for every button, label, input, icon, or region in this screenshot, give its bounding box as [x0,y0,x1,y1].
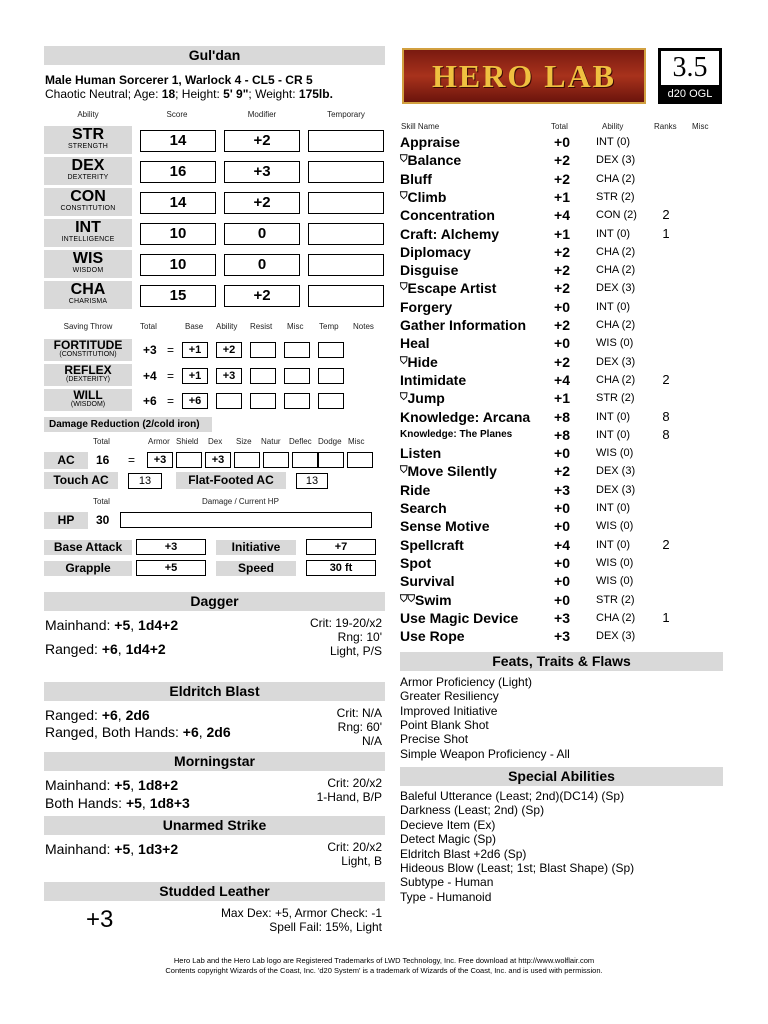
touch-ac: 13 [128,473,162,489]
skill-ability: DEX (3) [596,630,636,643]
skill-name [400,279,496,297]
save-temp [318,368,344,384]
skill-total: +2 [554,170,570,187]
special-ability-item: Detect Magic (Sp) [400,832,497,847]
save-total: +3 [143,343,157,357]
skill-name-text: Search [400,500,447,516]
hp-damage-current [120,512,372,528]
initiative: +7 [306,539,376,555]
skill-ranks: 2 [662,207,670,223]
skill-total: +1 [554,225,570,242]
hp-label: HP [44,512,88,529]
skill-ability: CHA (2) [596,245,636,258]
feat-item: Precise Shot [400,732,469,747]
weapon-title: Eldritch Blast [44,682,385,701]
ability-modifier: 0 [224,223,300,245]
skill-name-text: Spellcraft [400,536,464,553]
special-ability-item: Hideous Blow (Least; 1st; Blast Shape) (Sp) [400,861,635,875]
skill-name [400,133,460,151]
skill-ability: CHA (2) [596,264,636,277]
skill-total: +2 [554,353,570,370]
ability-temp [308,161,384,183]
ability-temp [308,130,384,152]
save-label: REFLEX (DEXTERITY) [44,364,132,386]
skill-name [400,517,489,535]
skill-total: +8 [554,426,570,443]
skill-name-text: Listen [400,445,442,462]
skill-name-text: Use Magic Device [400,609,519,626]
armor-line-1: Max Dex: +5, Armor Check: -1 [220,906,382,920]
save-misc [284,393,310,409]
race-class: Male Human Sorcerer 1, Warlock 4 - CL5 - CR 5 [45,73,313,87]
save-base: +6 [182,393,208,409]
skill-total: +0 [554,445,570,462]
initiative-label: Initiative [216,540,296,555]
base-attack: +3 [136,539,206,555]
skill-total: +0 [554,335,570,352]
logo-text: HERO LAB [431,58,617,94]
flat-footed-ac: 13 [296,473,328,489]
ability-label: CON CONSTITUTION [44,188,132,216]
weapon-attack-line: Mainhand: +5, 1d3+2 [45,841,179,857]
skill-total: +2 [554,317,570,333]
armor-check-shield-icon: ⛉ [400,190,408,202]
footer-line-2: Contents copyright Wizards of the Coast, Inc. 'd20 System' is a trademark of Wizards of the Coast, Inc. and is used with permission. [165,966,603,975]
skill-ability: INT (0) [596,136,631,148]
skill-name-text: Forgery [400,298,453,315]
skill-name-text: Concentration [400,207,495,224]
hero-lab-logo [402,48,646,104]
save-equals: = [167,394,175,408]
skill-ranks: 2 [662,371,670,387]
feat-item: Improved Initiative [400,703,498,718]
skill-ranks: 8 [662,408,670,424]
special-ability-item: Decieve Item (Ex) [400,817,496,832]
special-ability-item: Eldritch Blast +2d6 (Sp) [400,846,527,861]
weapon-title: Dagger [44,592,385,611]
skill-name-text: Hide [407,353,438,370]
skill-name-text: Ride [400,481,431,498]
skill-ability: INT (0) [596,428,631,441]
skill-total: +0 [554,591,570,608]
skill-ability: WIS (0) [596,575,634,588]
weapon-attack-line: Ranged: +6, 2d6 [45,707,150,723]
footer-line-1: Hero Lab and the Hero Lab logo are Registered Trademarks of LWD Technology, Inc. Free download at http://www.wolflair.com [173,956,595,965]
skill-name [400,261,458,279]
armor-check-shield-icon: ⛉ [400,465,408,477]
save-label: WILL (WISDOM) [44,389,132,411]
skill-name-text: Diplomacy [400,243,471,260]
save-base: +1 [182,342,208,358]
skill-name [400,170,432,188]
skill-name [400,225,499,243]
skill-name [400,371,466,389]
skill-name-text: Balance [407,152,462,169]
save-ability: +2 [216,342,242,358]
feat-item: Greater Resiliency [400,689,499,704]
skill-name-text: Use Rope [400,628,465,645]
skill-name [400,627,465,645]
skill-ranks: 8 [662,426,670,442]
armor-title: Studded Leather [44,882,385,901]
skill-total: +2 [554,463,570,480]
ability-header: Ability [77,110,99,119]
ac-label: AC [44,452,88,469]
special-ability-item: Baleful Utterance (Least; 2nd)(DC14) (Sp) [400,789,625,803]
skill-total: +2 [554,243,570,260]
ability-modifier: +2 [224,285,300,307]
skill-total: +1 [554,390,570,407]
flat-footed-ac-label: Flat-Footed AC [176,472,286,489]
skill-total-header: Total [551,122,568,131]
save-resist [250,368,276,384]
save-misc-header: Misc [287,322,304,331]
ac-dex-header: Dex [208,437,223,446]
ac-total-header: Total [93,437,110,446]
ability-label: WIS WISDOM [44,250,132,278]
grapple-label: Grapple [44,561,132,576]
skill-name [400,609,518,627]
save-equals: = [167,343,175,357]
version-badge [658,48,722,104]
ability-label: DEX DEXTERITY [44,157,132,185]
weapon-crit: Crit: 20/x2 [327,776,382,790]
ac-dodge-header: Dodge [318,437,342,446]
skill-ability: INT (0) [596,300,631,313]
weapon-crit: Crit: 19-20/x2 [309,616,382,630]
skill-total: +2 [554,280,570,297]
skill-name-text: Bluff [400,170,432,187]
save-notes-header: Notes [353,322,374,331]
armor-check-shield-icon: ⛉ [400,282,408,294]
skill-name-text: Gather Information [400,317,527,333]
weapon-range: Rng: 60' [337,720,382,734]
ability-modifier: +2 [224,130,300,152]
skill-total: +3 [554,628,570,645]
save-resist [250,393,276,409]
skill-total: +1 [554,188,570,205]
ability-modifier: +2 [224,192,300,214]
skill-total: +3 [554,481,570,498]
skill-total: +0 [554,573,570,590]
skill-ability-header: Ability [602,122,624,131]
armor-bonus: +3 [86,906,114,933]
ac-equals: = [128,453,136,467]
skill-name-text: Escape Artist [407,280,497,297]
skill-name [400,334,430,352]
version-number: 3.5 [661,51,719,85]
skill-ability: DEX (3) [596,282,636,295]
skill-total: +2 [554,262,570,279]
skill-ability: WIS (0) [596,556,634,569]
ac-armor: +3 [147,452,173,468]
skill-total: +0 [554,554,570,571]
skill-name [400,243,471,261]
base-attack-label: Base Attack [44,540,132,555]
skill-ability: DEX (3) [596,154,636,167]
skill-misc-header: Misc [692,122,709,131]
touch-ac-label: Touch AC [44,472,118,489]
ac-shield-header: Shield [176,437,199,446]
hp-damage-header: Damage / Current HP [202,497,279,506]
ac-size [234,452,260,468]
weapon-range: Rng: 10' [337,630,382,644]
skill-name-text: Heal [400,335,430,352]
ability-score: 10 [140,254,216,276]
weapon-crit: Crit: N/A [336,706,382,720]
ability-label: INT INTELLIGENCE [44,219,132,247]
feats-title: Feats, Traits & Flaws [400,652,723,671]
skill-name-text: Spot [400,554,432,571]
skill-ranks: 1 [662,609,670,625]
skill-ability: CHA (2) [596,611,636,624]
ability-score: 16 [140,161,216,183]
skill-total: +0 [554,500,570,516]
skill-ability: CON (2) [596,209,637,222]
special-ability-item: Darkness (Least; 2nd) (Sp) [400,803,545,818]
skill-name [400,389,445,407]
skill-ability: DEX (3) [596,355,636,368]
skill-ranks: 1 [662,225,670,241]
skill-ability: CHA (2) [596,373,636,386]
skill-name-text: Knowledge: The Planes [400,428,513,440]
system-label: d20 OGL [667,88,713,100]
weapon-title: Morningstar [44,752,385,771]
skill-name-text: Climb [407,188,447,205]
ac-shield [176,452,202,468]
hp-total: 30 [96,513,110,527]
skill-name [400,298,452,316]
skill-total: +4 [554,371,570,388]
weapon-type: Light, B [341,854,382,868]
feat-item: Point Blank Shot [400,717,489,732]
skill-name [400,536,464,554]
skill-ability: WIS (0) [596,447,634,460]
skill-name-text: Swim [415,591,452,608]
skill-ability: STR (2) [596,392,635,405]
skill-name-text: Jump [407,390,445,407]
skill-ability: INT (0) [596,227,631,240]
ability-score: 10 [140,223,216,245]
ability-score: 14 [140,192,216,214]
weapon-attack-line: Ranged: +6, 1d4+2 [45,641,166,657]
skill-name [400,444,441,462]
save-equals: = [167,369,175,383]
skill-total: +0 [554,298,570,315]
skill-name [400,554,431,572]
skill-ability: CHA (2) [596,319,636,331]
skill-name-text: Sense Motive [400,518,490,535]
skill-name [400,206,495,224]
skill-name [400,188,446,206]
ac-total: 16 [96,453,110,467]
ac-size-header: Size [236,437,252,446]
ability-temp [308,254,384,276]
skill-name [400,408,530,426]
ac-deflec-header: Deflec [289,437,312,446]
weapon-crit: Crit: 20/x2 [327,840,382,854]
armor-check-shield-icon: ⛉ [400,154,408,166]
character-name: Gul'dan [44,46,385,65]
special-abilities-title: Special Abilities [400,767,723,786]
save-ability [216,393,242,409]
skill-ability: WIS (0) [596,520,634,533]
ability-label: STR STRENGTH [44,126,132,154]
skill-name-text: Move Silently [407,463,497,480]
ac-natur-header: Natur [261,437,281,446]
feat-item: Armor Proficiency (Light) [400,675,533,689]
ability-temp [308,223,384,245]
saving-throw-header: Saving Throw [63,322,113,331]
speed: 30 ft [306,560,376,576]
armor-check-shield-icon: ⛉⛉ [400,593,415,605]
save-base: +1 [182,368,208,384]
skill-name [400,481,430,499]
save-misc [284,368,310,384]
save-total: +6 [143,394,157,408]
skill-name-text: Disguise [400,262,459,279]
save-resist [250,342,276,358]
skill-total: +0 [554,518,570,535]
character-details: Chaotic Neutral; Age: 18; Height: 5' 9"; Weight: 175lb. [45,87,333,101]
skill-ability: CHA (2) [596,172,636,185]
weapon-type: N/A [361,734,382,748]
ac-dodge [318,452,344,468]
armor-check-shield-icon: ⛉ [400,355,408,367]
save-temp-header: Temp [319,322,339,331]
skill-total: +8 [554,408,570,425]
ability-temp [308,285,384,307]
save-base-header: Base [185,322,204,331]
skill-ranks-header: Ranks [654,122,677,131]
save-resist-header: Resist [250,322,273,331]
armor-check-shield-icon: ⛉ [400,392,408,404]
skill-ability: WIS (0) [596,337,634,350]
ac-natur [263,452,289,468]
special-ability-item: Type - Humanoid [400,889,492,904]
skill-ability: INT (0) [596,502,631,514]
skill-name [400,151,461,169]
speed-label: Speed [216,561,296,576]
special-ability-item: Subtype - Human [400,875,494,890]
save-total: +4 [143,369,157,383]
save-temp [318,342,344,358]
skill-name-header: Skill Name [401,122,440,131]
skill-name-text: Intimidate [400,371,467,388]
grapple: +5 [136,560,206,576]
skill-ability: INT (0) [596,538,631,551]
weapon-attack-line: Mainhand: +5, 1d4+2 [45,617,179,633]
save-ability: +3 [216,368,242,384]
ac-misc [347,452,373,468]
skill-ability: STR (2) [596,593,635,606]
skill-name [400,591,452,609]
skill-name [400,499,447,517]
ability-modifier: 0 [224,254,300,276]
save-temp [318,393,344,409]
skill-ability: DEX (3) [596,465,636,478]
skill-total: +2 [554,152,570,169]
ability-label: CHA CHARISMA [44,281,132,309]
weapon-title: Unarmed Strike [44,816,385,835]
ac-misc-header: Misc [348,437,365,446]
weapon-attack-line: Mainhand: +5, 1d8+2 [45,777,179,793]
weapon-type: Light, P/S [329,644,382,658]
skill-name [400,572,454,590]
score-header: Score [166,110,188,119]
skill-name-text: Survival [400,573,455,590]
skill-total: +4 [554,536,570,553]
ac-armor-header: Armor [148,437,170,446]
ability-modifier: +3 [224,161,300,183]
skill-ability: INT (0) [596,410,631,423]
skill-name-text: Knowledge: Arcana [400,408,531,425]
feat-item: Simple Weapon Proficiency - All [400,746,570,761]
skill-ranks: 2 [662,536,670,552]
weapon-attack-line: Ranged, Both Hands: +6, 2d6 [45,724,231,740]
temporary-header: Temporary [327,110,365,119]
skill-ability: DEX (3) [596,483,636,496]
skill-name [400,462,497,480]
skill-total: +3 [554,609,570,626]
ability-score: 15 [140,285,216,307]
weapon-attack-line: Both Hands: +5, 1d8+3 [45,795,190,811]
skill-name-text: Craft: Alchemy [400,225,500,242]
save-misc [284,342,310,358]
skill-name [400,316,526,334]
armor-line-2: Spell Fail: 15%, Light [269,920,382,934]
skill-total: +0 [554,134,570,150]
skill-name [400,353,438,371]
ac-dex: +3 [205,452,231,468]
save-total-header: Total [140,322,157,331]
weapon-type: 1-Hand, B/P [316,790,382,804]
save-ability-header: Ability [216,322,238,331]
ac-deflec [292,452,318,468]
ability-score: 14 [140,130,216,152]
skill-total: +4 [554,207,570,224]
ability-temp [308,192,384,214]
skill-ability: STR (2) [596,190,635,203]
skill-name [400,426,512,444]
modifier-header: Modifier [247,110,277,119]
skill-name-text: Appraise [400,134,460,150]
damage-reduction: Damage Reduction (2/cold iron) [44,417,212,432]
hp-total-header: Total [93,497,110,506]
save-label: FORTITUDE (CONSTITUTION) [44,339,132,361]
